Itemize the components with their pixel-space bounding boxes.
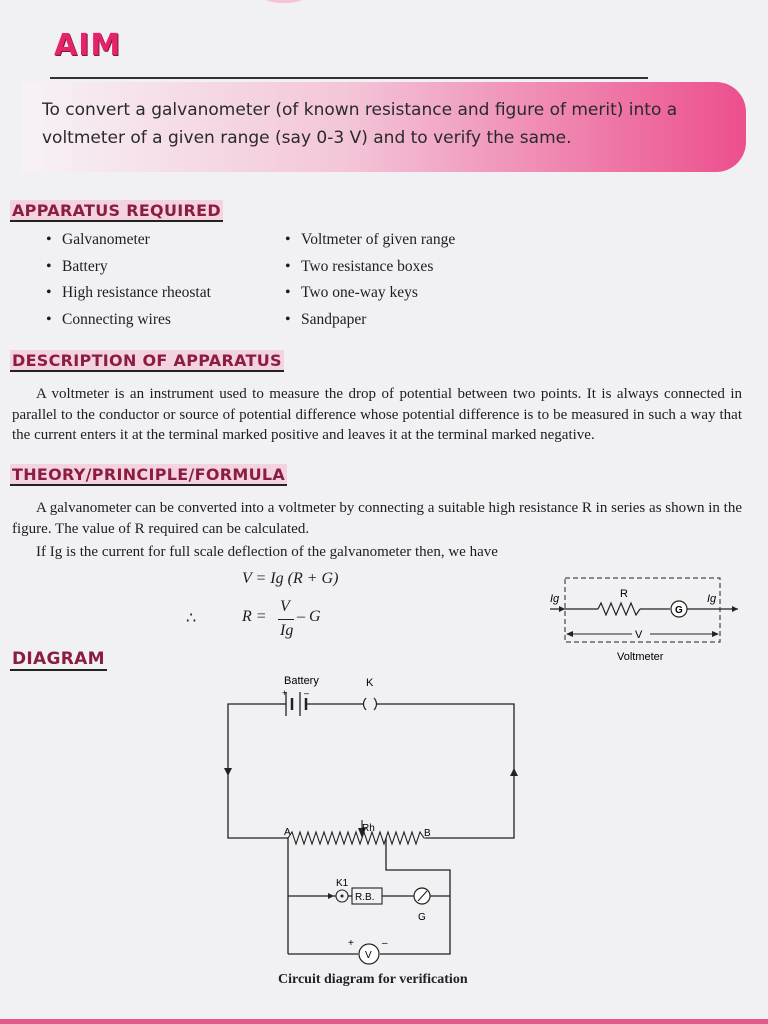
diagram-heading: DIAGRAM [12,649,105,669]
theory-heading: THEORY/PRINCIPLE/FORMULA [12,465,286,484]
therefore-symbol: ∴ [186,610,197,627]
voltmeter-minus-label: – [382,938,388,949]
arrow-right-icon [712,631,719,637]
key-k1-label: K1 [336,878,349,889]
fraction-bar [278,619,294,620]
rheostat-symbol [288,832,426,844]
equation-voltage: V = Ig (R + G) [242,570,339,587]
wire-left [228,704,288,838]
voltmeter-label: V [365,950,372,961]
theory-text: A galvanometer can be converted into a voltmeter by connecting a suitable high resistance R in series as shown in the figure. The value of R required can be calculated. [12,500,742,537]
resistor-r [598,603,640,615]
apparatus-item: • Battery [38,254,211,281]
r-label: R [620,588,628,600]
equation-resistance-lhs: R = [242,608,267,625]
apparatus-item: • Two one-way keys [277,280,455,307]
aim-title: AIM [54,28,122,63]
ig-left-label: Ig [550,593,560,605]
rheostat-label: Rh [362,823,375,834]
g-label: G [675,605,683,616]
apparatus-item: • Voltmeter of given range [277,227,455,254]
arrow-down-icon [224,768,232,776]
wire-right [380,704,514,838]
aim-divider [50,77,648,79]
voltmeter-figure [540,570,750,670]
voltmeter-plus-label: + [348,938,354,949]
arrow-up-icon [510,768,518,776]
equation-resistance-rhs: – G [297,608,321,625]
arrow-icon [328,893,334,899]
bottom-border [0,1019,768,1024]
apparatus-item: • Two resistance boxes [277,254,455,281]
battery-label: Battery [284,675,319,687]
theory-text-current: If Ig is the current for full scale deflection of the galvanometer then, we have [36,544,498,560]
description-heading: DESCRIPTION OF APPARATUS [12,351,282,370]
key-k1-plug [341,895,344,898]
header-decoration [238,0,330,3]
diagram-caption: Circuit diagram for verification [278,972,468,987]
battery-minus-label: – [304,688,310,698]
battery-plus-label: + [282,688,288,698]
apparatus-item: • Sandpaper [277,307,455,334]
key-k-label: K [366,677,374,689]
galvanometer-label: G [418,912,426,923]
circuit-diagram [200,668,540,968]
voltmeter-caption: Voltmeter [617,651,664,663]
resistance-box-label: R.B. [355,892,375,903]
aim-text: To convert a galvanometer (of known resistance and figure of merit) into a voltmeter of a given range (say 0-3 V) and to verify the same. [42,100,678,148]
point-a-label: A [284,827,291,838]
arrow-left-icon [566,631,573,637]
apparatus-heading: APPARATUS REQUIRED [12,201,221,220]
description-text: A voltmeter is an instrument used to measure the drop of potential between two points. It is always connected in parallel to the conductor or source of potential difference whose potential difference is to be measured in such a way that the current enters it at the terminal marked positive and leaves it at the terminal marked negative. [12,386,742,443]
v-label: V [635,629,643,641]
apparatus-list-right [277,227,455,333]
ig-right-label: Ig [707,593,717,605]
point-b-label: B [424,828,431,839]
apparatus-item: • Galvanometer [38,227,211,254]
arrow-icon [559,606,565,612]
equation-denominator: Ig [280,622,294,639]
equation-numerator: V [280,598,290,615]
apparatus-item: • High resistance rheostat [38,280,211,307]
apparatus-item: • Connecting wires [38,307,211,334]
arrow-icon [732,606,738,612]
apparatus-list-left [38,227,211,333]
